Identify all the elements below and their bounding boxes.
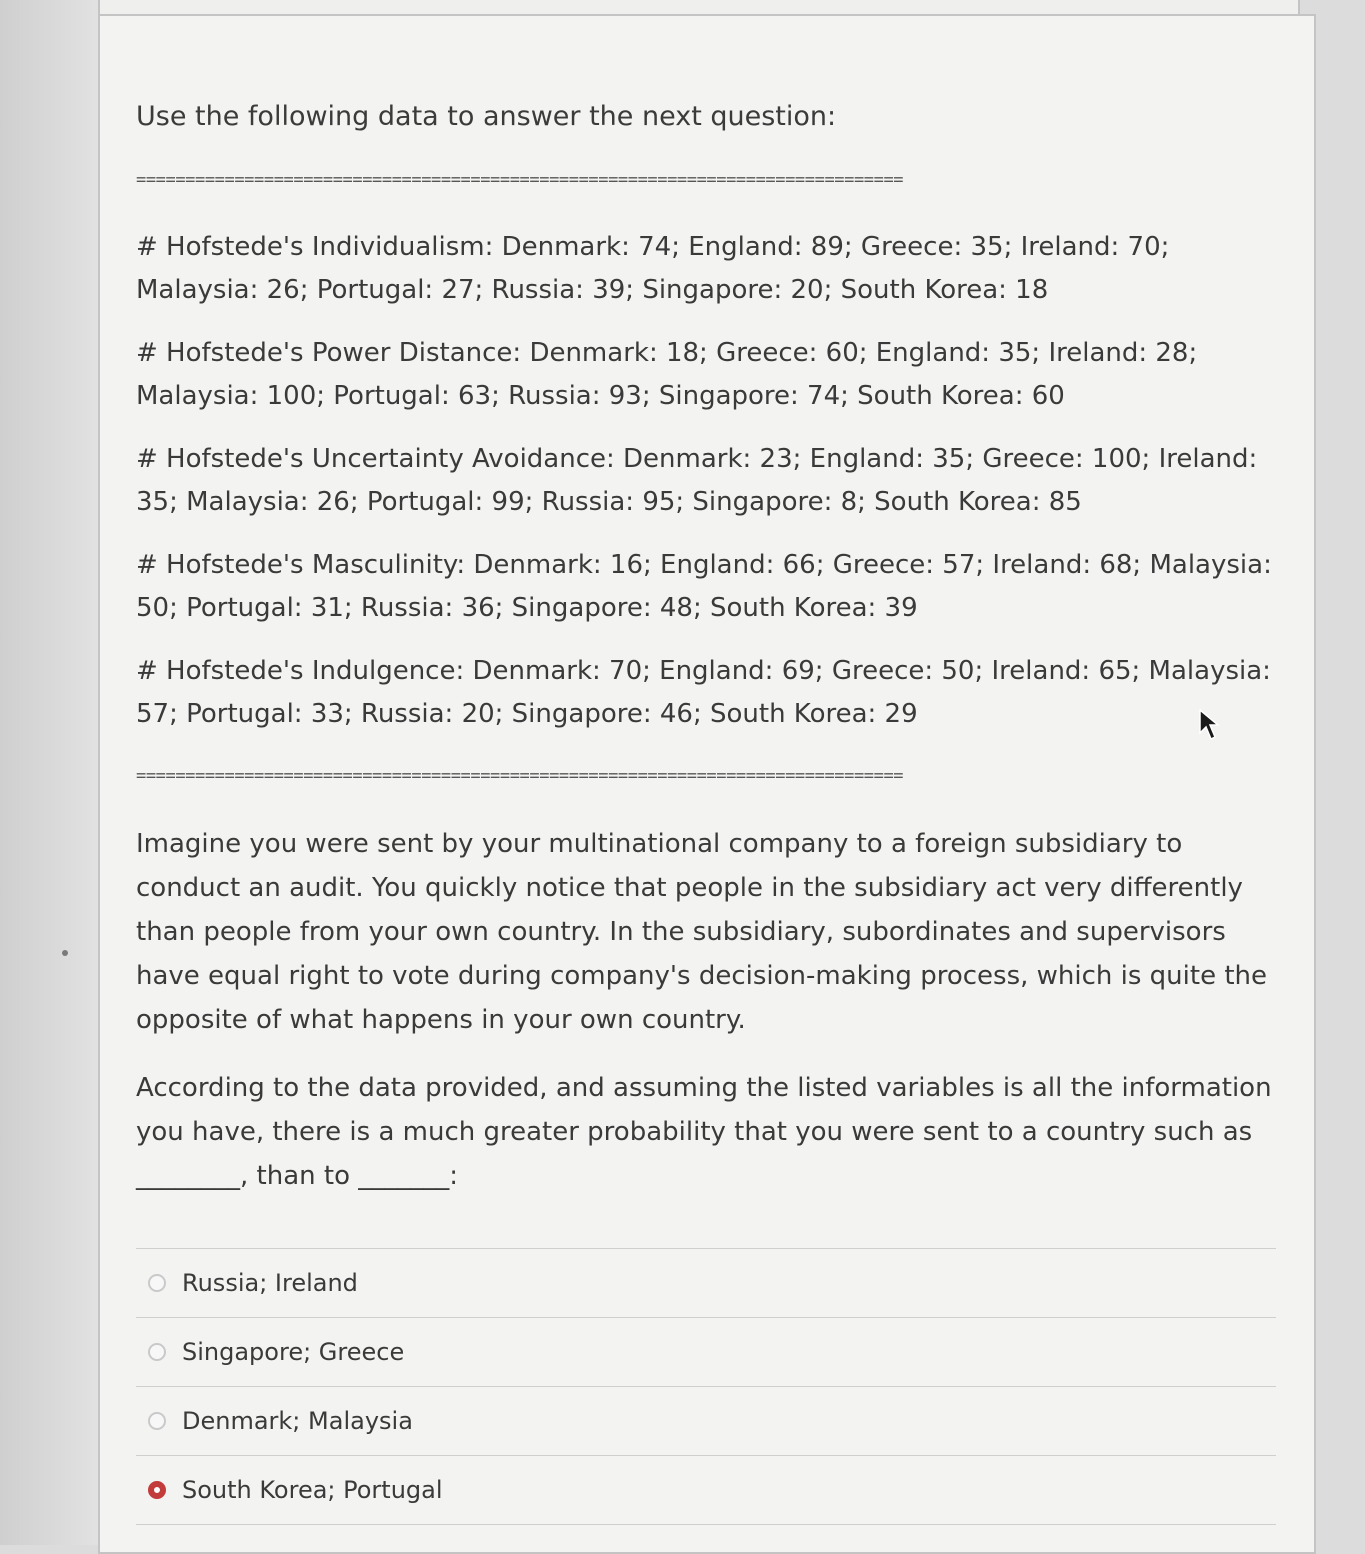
option-label: South Korea; Portugal: [182, 1476, 443, 1504]
data-individualism: # Hofstede's Individualism: Denmark: 74; England: 89; Greece: 35; Ireland: 70; Malaysia: 26; Portugal: 27; Russia: 39; Singapore: 20; South Korea: 18: [136, 232, 1170, 305]
option-denmark-malaysia[interactable]: [136, 1387, 1276, 1456]
separator-top: ==============================================================================: [136, 170, 904, 190]
radio-button[interactable]: [148, 1343, 166, 1361]
option-south-korea-portugal[interactable]: [136, 1456, 1276, 1525]
mouse-cursor-icon: [1198, 709, 1220, 743]
question-prompt: According to the data provided, and assuming the listed variables is all the information you have, there is a much greater probability that you were sent to a country such as ________, than to _______:: [136, 1073, 1272, 1191]
data-uncertainty-avoidance: # Hofstede's Uncertainty Avoidance: Denmark: 23; England: 35; Greece: 100; Ireland: 35; Malaysia: 26; Portugal: 99; Russia: 95; Singapore: 8; South Korea: 85: [136, 444, 1258, 517]
option-label: Singapore; Greece: [182, 1338, 405, 1366]
data-power-distance: # Hofstede's Power Distance: Denmark: 18; Greece: 60; England: 35; Ireland: 28; Malaysia: 100; Portugal: 63; Russia: 93; Singapore: 74; South Korea: 60: [136, 338, 1198, 411]
option-russia-ireland[interactable]: [136, 1249, 1276, 1318]
data-indulgence: # Hofstede's Indulgence: Denmark: 70; England: 69; Greece: 50; Ireland: 65; Malaysia: 57; Portugal: 33; Russia: 20; Singapore: 46; South Korea: 29: [136, 656, 1271, 729]
radio-button-selected[interactable]: [148, 1481, 166, 1499]
separator-bottom: ==============================================================================: [136, 766, 904, 786]
radio-button[interactable]: [148, 1412, 166, 1430]
option-label: Russia; Ireland: [182, 1269, 358, 1297]
question-intro: Use the following data to answer the next question:: [136, 101, 837, 132]
radio-button[interactable]: [148, 1274, 166, 1292]
option-label: Denmark; Malaysia: [182, 1407, 413, 1435]
option-singapore-greece[interactable]: [136, 1318, 1276, 1387]
answer-options: [136, 1248, 1276, 1525]
bullet-mark: [62, 950, 68, 956]
question-card: [98, 14, 1316, 1554]
question-content: [136, 100, 1276, 1525]
scenario-text: Imagine you were sent by your multinational company to a foreign subsidiary to conduct an audit. You quickly notice that people in the subsidiary act very differently than people from your own country. In the subsidiary, subordinates and supervisors have equal right to vote during company's decision-making process, which is quite the opposite of what happens in your own country.: [136, 829, 1268, 1035]
page-margin: [0, 0, 100, 1545]
data-masculinity: # Hofstede's Masculinity: Denmark: 16; England: 66; Greece: 57; Ireland: 68; Malaysia: 50; Portugal: 31; Russia: 36; Singapore: 48; South Korea: 39: [136, 550, 1272, 623]
